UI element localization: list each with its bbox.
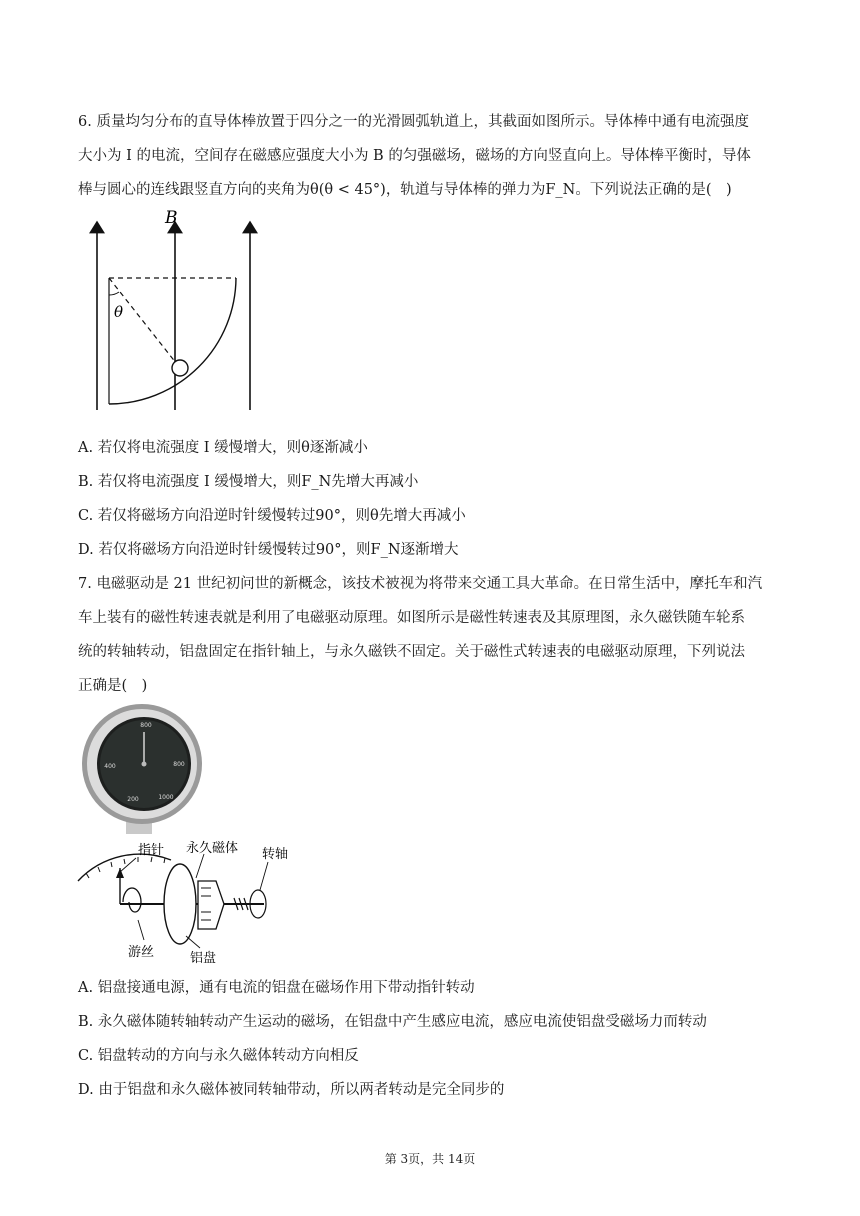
q7-stem-line-2: 车上装有的磁性转速表就是利用了电磁驱动原理。如图所示是磁性转速表及其原理图，永久磁铁随车轮系 [78,610,745,626]
pointer-label: 指针 [138,843,165,858]
gauge-label-top: 800 [140,722,152,729]
hairspring-coil [123,888,141,912]
q7-stem-line-3: 统的转轴转动，铝盘固定在指针轴上，与永久磁铁不固定。关于磁性式转速表的电磁驱动原理，下列说法 [78,644,745,660]
q7-option-a: A. 铝盘接通电源，通有电流的铝盘在磁场作用下带动指针转动 [78,980,475,996]
angle-label: θ [114,303,124,321]
gauge-label-bottom-right: 1000 [158,794,174,801]
magnet-label: 永久磁体 [186,841,239,856]
gauge-label-left: 400 [104,763,116,770]
q6-figure [85,205,260,417]
angle-arc [109,292,119,295]
field-label: B [165,208,178,228]
hairspring-label: 游丝 [128,945,155,960]
tachometer-principle-diagram [76,836,302,971]
gauge-label-right: 800 [173,761,185,768]
q6-stem-line-2: 大小为 I 的电流，空间存在磁感应强度大小为 B 的匀强磁场，磁场的方向竖直向上。导体棒平衡时，导体 [78,148,751,164]
conductor-rod [172,360,188,376]
aluminum-disk [164,864,196,944]
q7-stem-line-4: 正确是( ) [78,678,148,694]
q7-option-d: D. 由于铝盘和永久磁体被同转轴带动，所以两者转动是完全同步的 [78,1082,505,1098]
q6-stem-line-3: 棒与圆心的连线跟竖直方向的夹角为θ(θ < 45°)，轨道与导体棒的弹力为F_N。下列说法正确的是( ) [78,182,732,198]
rod-radius-dashed [109,278,180,368]
q6-option-d: D. 若仅将磁场方向沿逆时针缓慢转过90°，则F_N逐渐增大 [78,542,459,558]
q7-option-c: C. 铝盘转动的方向与永久磁体转动方向相反 [78,1048,359,1064]
q6-option-c: C. 若仅将磁场方向沿逆时针缓慢转过90°，则θ先增大再减小 [78,508,466,524]
arc-track [109,278,236,404]
disk-label: 铝盘 [190,951,217,966]
q6-option-a: A. 若仅将电流强度 I 缓慢增大，则θ逐渐减小 [78,440,368,456]
q6-option-b: B. 若仅将电流强度 I 缓慢增大，则F_N先增大再减小 [78,474,419,490]
shaft-label: 转轴 [262,847,289,862]
page-footer: 第 3页，共 14页 [384,1152,476,1166]
tachometer-photo [78,704,218,834]
gauge-label-bottom-left: 200 [127,796,139,803]
q7-option-b: B. 永久磁体随转轴转动产生运动的磁场，在铝盘中产生感应电流，感应电流使铝盘受磁场力而转动 [78,1014,707,1030]
q7-stem-line-1: 7. 电磁驱动是 21 世纪初问世的新概念，该技术被视为将带来交通工具大革命。在日常生活中，摩托车和汽 [78,576,763,592]
q6-stem-line-1: 6. 质量均匀分布的直导体棒放置于四分之一的光滑圆弧轨道上，其截面如图所示。导体棒中通有电流强度 [78,114,749,130]
